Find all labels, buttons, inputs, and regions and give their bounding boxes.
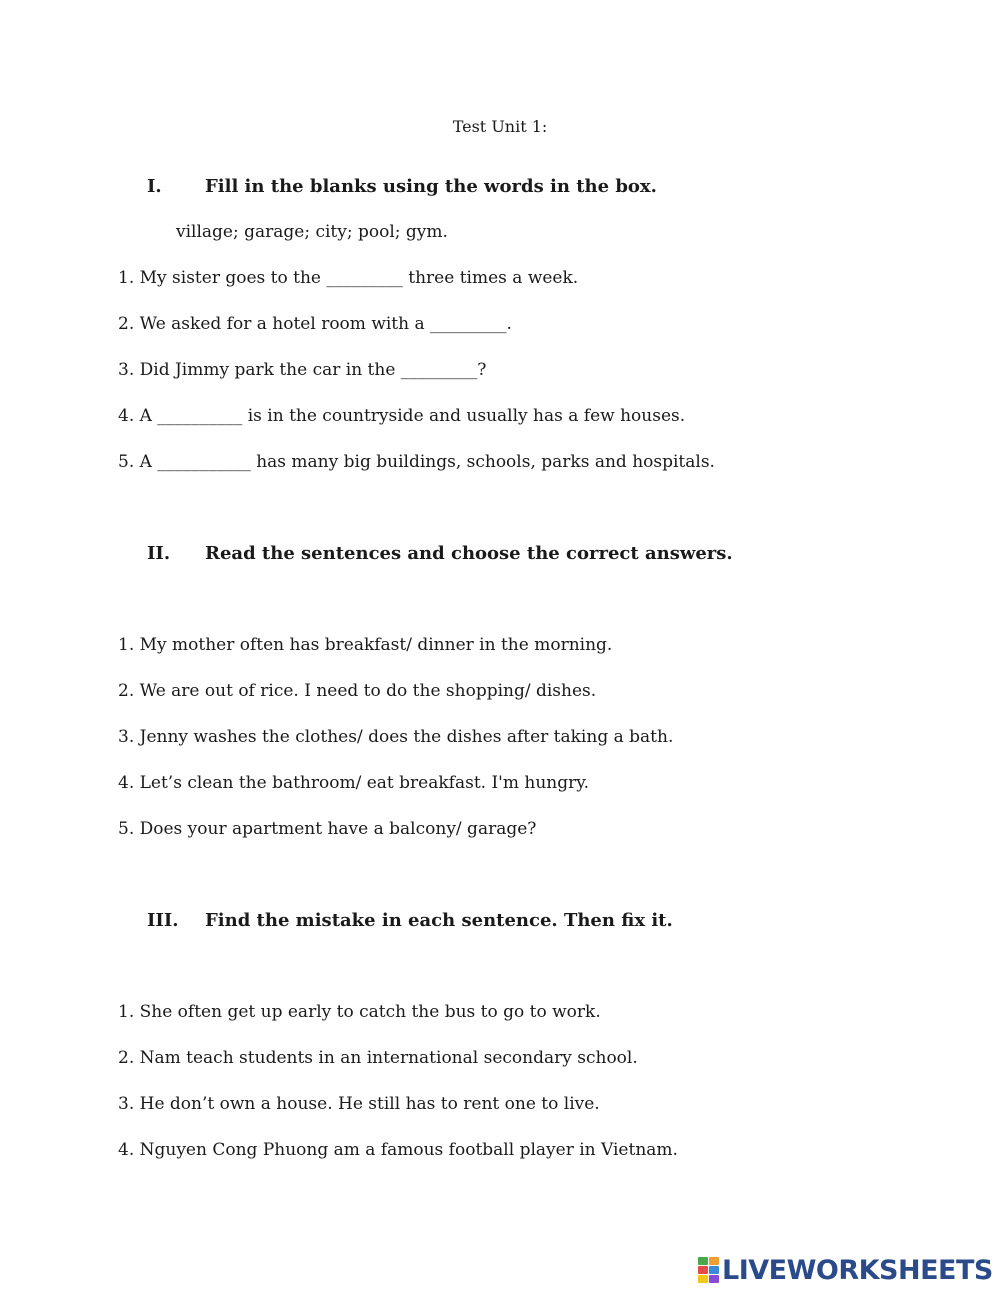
section-1-item: 1. My sister goes to the _________ three times a week. <box>118 268 579 288</box>
section-3-item: 4. Nguyen Cong Phuong am a famous football player in Vietnam. <box>118 1140 678 1160</box>
section-2-item: 5. Does your apartment have a balcony/ garage? <box>118 819 537 839</box>
word-box: village; garage; city; pool; gym. <box>176 222 448 242</box>
section-2-item: 3. Jenny washes the clothes/ does the dishes after taking a bath. <box>118 727 674 747</box>
logo-text: LIVEWORKSHEETS <box>722 1254 993 1286</box>
section-2-item: 2. We are out of rice. I need to do the shopping/ dishes. <box>118 681 597 701</box>
section-2-item: 1. My mother often has breakfast/ dinner in the morning. <box>118 635 613 655</box>
section-1-item: 4. A __________ is in the countryside and usually has a few houses. <box>118 406 686 426</box>
section-3-title: Find the mistake in each sentence. Then fix it. <box>205 910 673 931</box>
section-1-item: 3. Did Jimmy park the car in the _________? <box>118 360 487 380</box>
section-2-number: II. <box>147 543 171 564</box>
liveworksheets-logo <box>698 1255 993 1285</box>
section-2-title: Read the sentences and choose the correct answers. <box>205 543 733 564</box>
section-3-item: 1. She often get up early to catch the bus to go to work. <box>118 1002 601 1022</box>
section-2-item: 4. Let’s clean the bathroom/ eat breakfast. I'm hungry. <box>118 773 589 793</box>
logo-blocks-icon <box>698 1257 719 1283</box>
section-1-heading <box>147 176 657 197</box>
section-3-heading <box>147 910 673 931</box>
section-1-item: 5. A ___________ has many big buildings, schools, parks and hospitals. <box>118 452 715 472</box>
section-3-number: III. <box>147 910 179 931</box>
section-3-item: 3. He don’t own a house. He still has to rent one to live. <box>118 1094 600 1114</box>
section-2-heading <box>147 543 733 564</box>
section-1-number: I. <box>147 176 162 197</box>
section-1-item: 2. We asked for a hotel room with a _________. <box>118 314 512 334</box>
section-1-title: Fill in the blanks using the words in the box. <box>205 176 657 197</box>
section-3-item: 2. Nam teach students in an international secondary school. <box>118 1048 638 1068</box>
page-title: Test Unit 1: <box>452 117 548 136</box>
